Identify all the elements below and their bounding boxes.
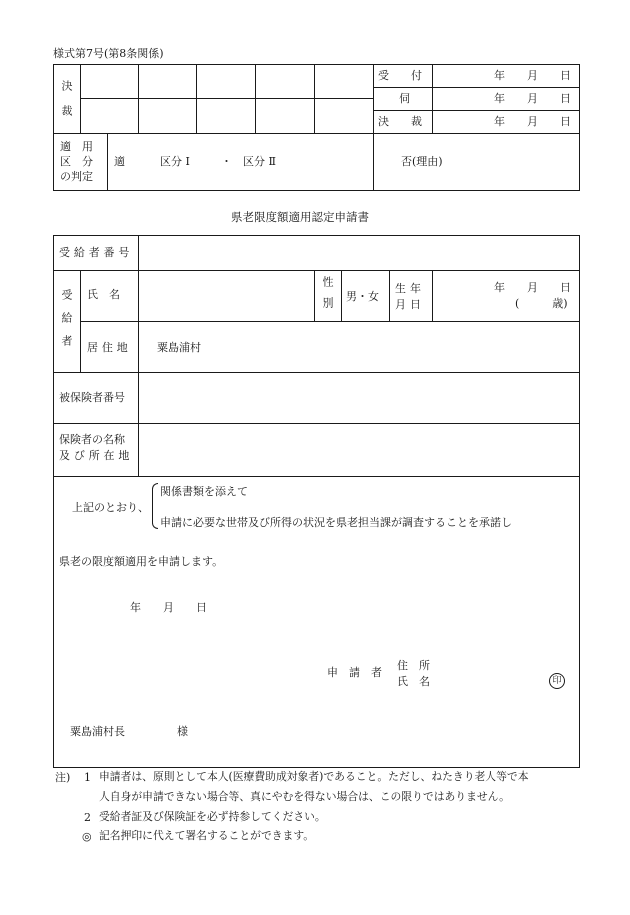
apply-text: 県老の限度額適用を申請します。 [59,555,224,568]
form-number: 様式第7号(第8条関係) [53,47,164,60]
applicant-label: 申 請 者 [327,666,382,679]
name-label: 氏 名 [87,288,120,301]
applicable-label-3: の判定 [60,170,93,183]
decision-label: 決 裁 [378,115,422,128]
address-value: 粟島浦村 [157,341,201,354]
option-1: 関係書類を添えて [160,485,248,498]
inquiry-date: 年 月 日 [494,92,571,105]
applicant-name-label: 氏 名 [397,675,430,688]
note-2-num: 2 [84,811,91,824]
receipt-date: 年 月 日 [494,69,571,82]
note-1-line2: 人自身が申請できない場合等、真にやむを得ない場合は、この限りではありません。 [99,790,510,803]
category-separator: ・ [221,155,232,168]
category-1: 区分 Ⅰ [160,155,190,168]
note-3-num: ◎ [82,830,92,843]
inquiry-label: 伺 [399,92,410,105]
above-text: 上記のとおり、 [72,501,149,514]
decision-date: 年 月 日 [494,115,571,128]
note-3-line1: 記名押印に代えて署名することができます。 [99,829,315,842]
birth-label-1: 生年 [395,282,425,295]
address-label: 居住地 [87,341,132,354]
insurer-label-2: 及び所在地 [59,449,134,462]
insurer-label-1: 保険者の名称 [59,433,125,446]
brace [152,483,158,529]
addressee: 粟島浦村長 [70,725,125,738]
sex-options: 男・女 [346,290,379,303]
birth-label-2: 月日 [395,298,425,311]
birth-date: 年 月 日 [494,281,571,294]
applicable-yes: 適 [114,155,125,168]
honorific: 様 [177,725,188,738]
age: ( 歳) [515,297,568,310]
notes-prefix: 注) [55,771,71,784]
applicable-label-1: 適 用 [60,140,93,153]
applicable-no-reason: 否(理由) [401,155,443,168]
option-2: 申請に必要な世帯及び所得の状況を県老担当課が調査することを承諾し [160,516,512,529]
insured-number-label: 被保険者番号 [59,391,125,404]
applicable-label-2: 区 分 [60,155,93,168]
sex-label: 性別 [321,276,334,318]
application-date: 年 月 日 [130,601,207,614]
category-2: 区分 Ⅱ [243,155,276,168]
note-2-line1: 受給者証及び保険証を必ず持参してください。 [99,810,326,823]
note-1-line1: 申請者は、原則として本人(医療費助成対象者)であること。ただし、ねたきり老人等で本 [99,770,529,783]
applicant-address-label: 住 所 [397,659,430,672]
form-title: 県老限度額適用認定申請書 [231,210,369,224]
seal-mark: 印 [549,673,565,689]
recipient-side-label: 受給者 [60,289,73,358]
note-1-num: 1 [84,771,91,784]
recipient-number-label: 受給者番号 [59,246,134,259]
receipt-label: 受 付 [378,69,422,82]
kessai-label: 決裁 [60,80,73,130]
